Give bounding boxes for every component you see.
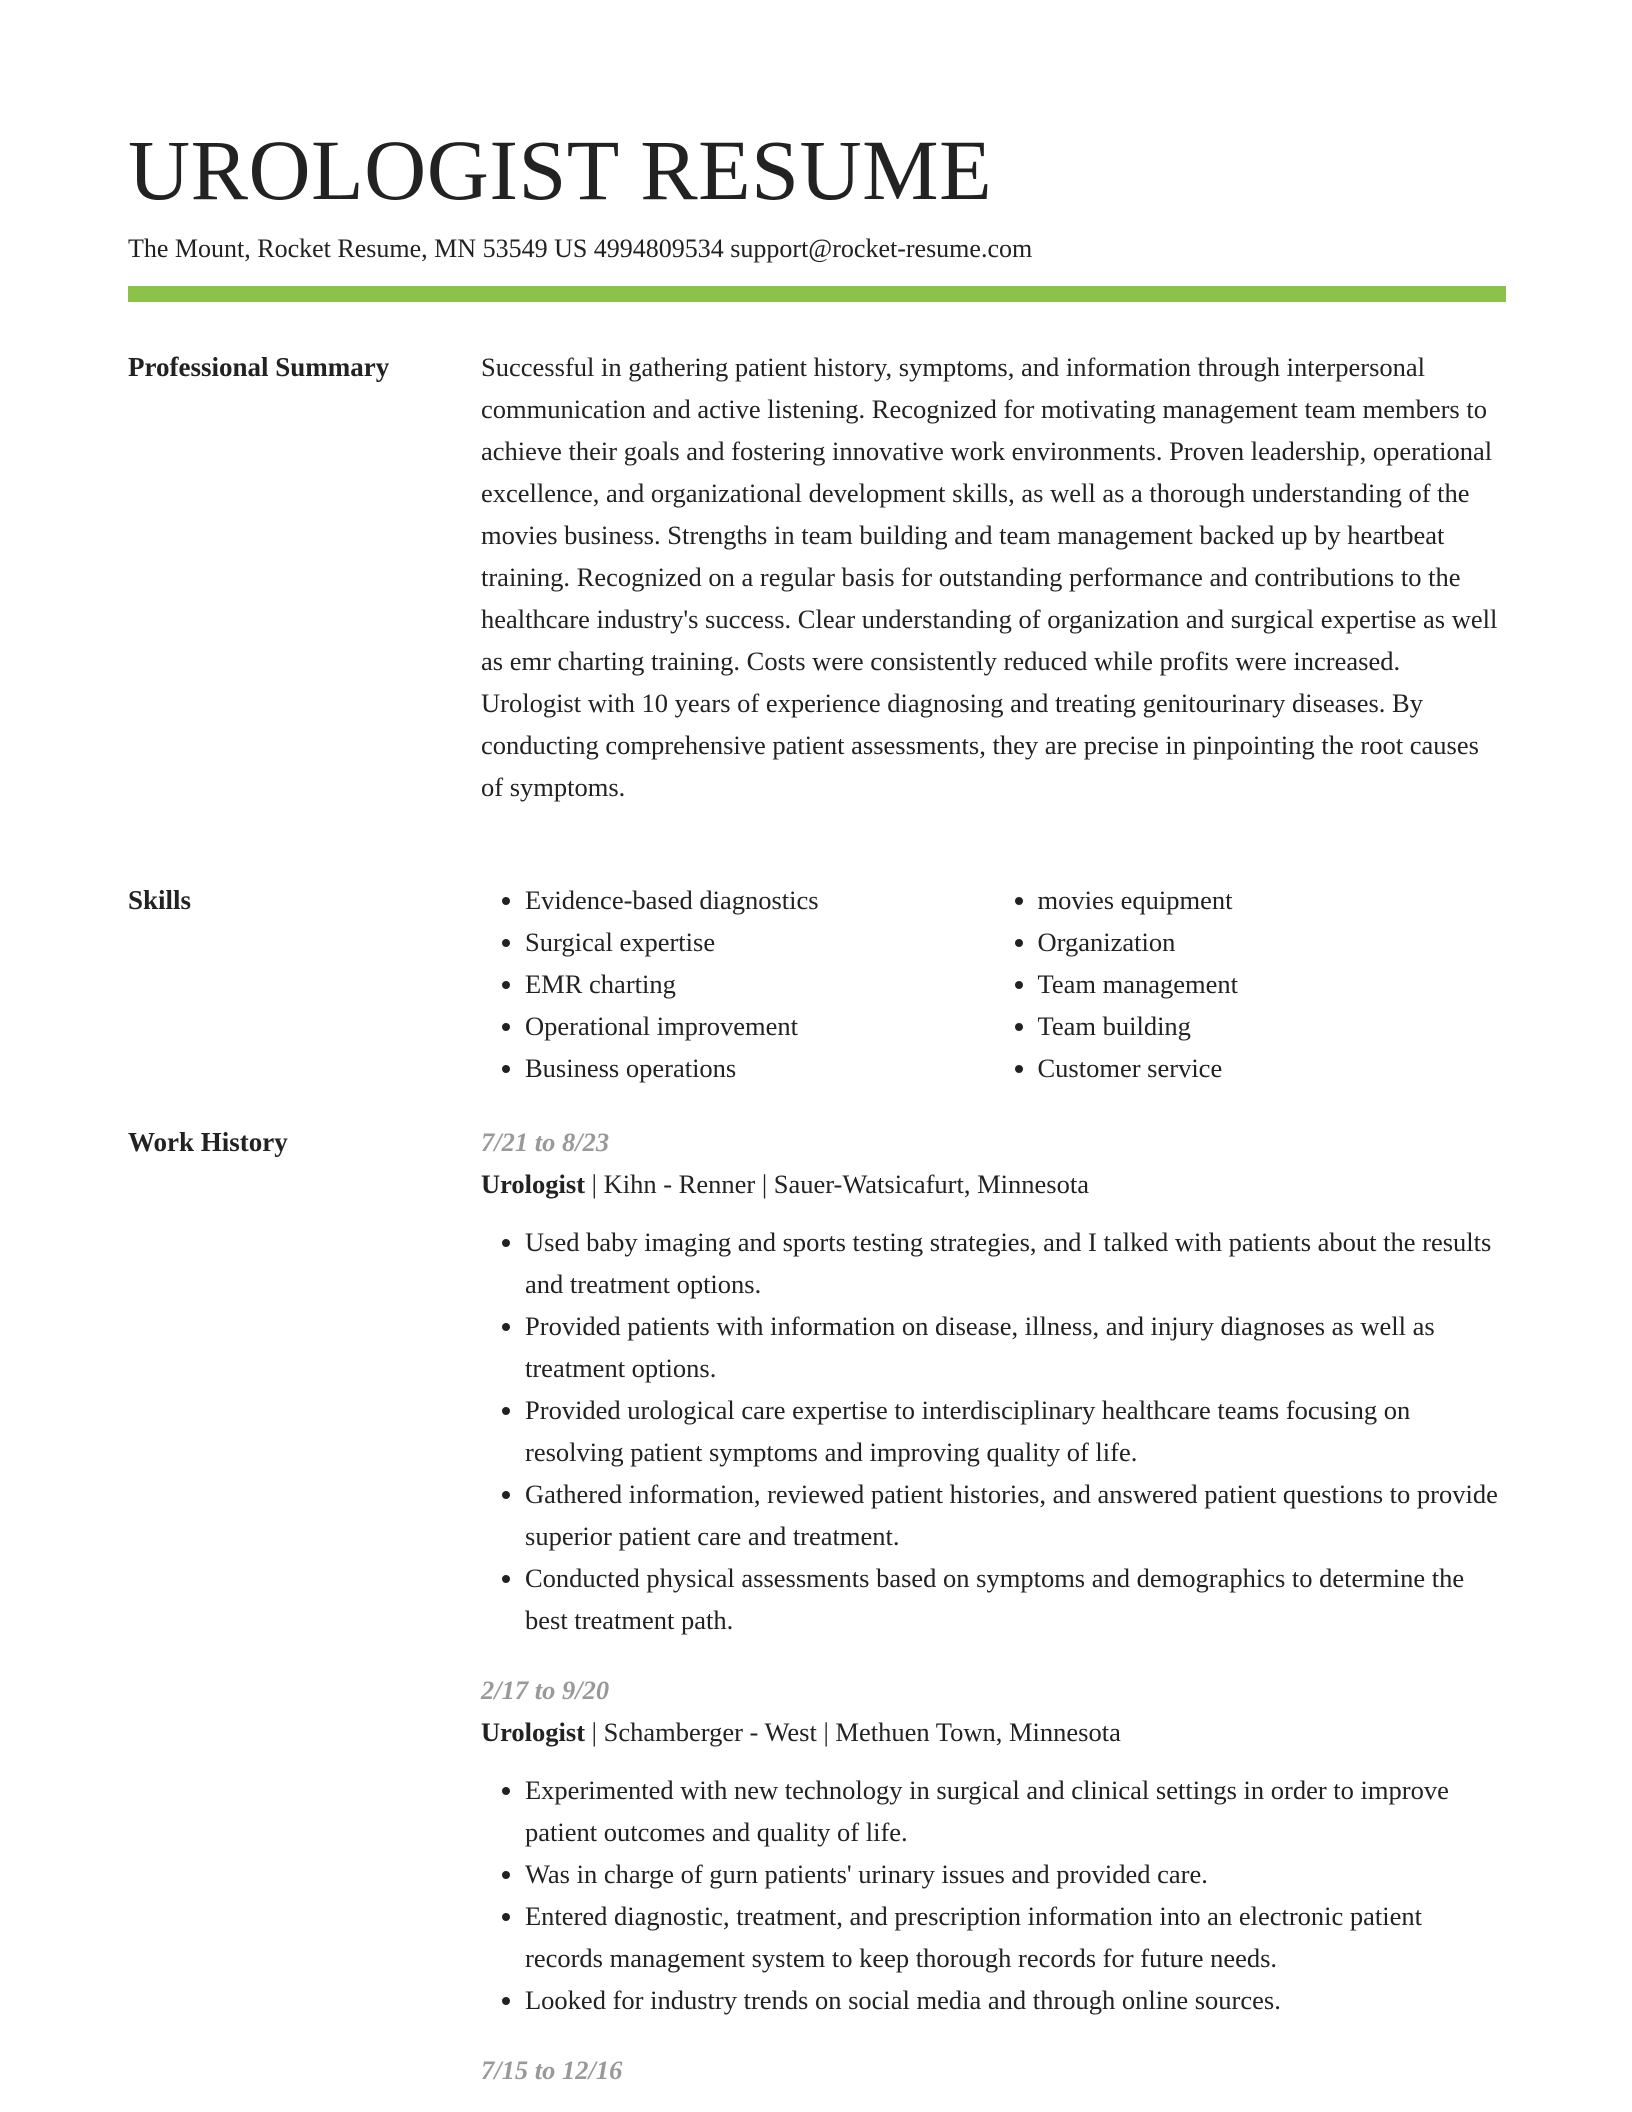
- job-dates: 7/15 to 12/16: [481, 2055, 623, 2085]
- skill-item: • Organization: [1038, 921, 1507, 963]
- job-title: Urologist: [481, 1169, 586, 1199]
- header-divider: [128, 286, 1506, 302]
- job-bullet: • Entered diagnostic, treatment, and prescription information into an electronic patient records management system to keep thorough records for future needs.: [525, 1895, 1506, 1979]
- section-label-summary: Professional Summary: [128, 352, 390, 382]
- job-bullet: • Gathered information, reviewed patient histories, and answered patient questions to provide superior patient care and treatment.: [525, 1473, 1506, 1557]
- skills-section: [481, 879, 1506, 1089]
- job-title: Urologist: [481, 1717, 586, 1747]
- job-heading: [481, 1711, 1506, 1753]
- job-bullet: • Was in charge of gurn patients' urinary issues and provided care.: [525, 1853, 1506, 1895]
- resume-title: UROLOGIST RESUME: [128, 122, 993, 218]
- section-label-work-history: Work History: [128, 1127, 288, 1157]
- job-heading: [481, 1163, 1506, 1205]
- job-bullet-list: [481, 1221, 1506, 1641]
- skills-list-left: [481, 879, 994, 1089]
- skill-item: • movies equipment: [1038, 879, 1507, 921]
- job-dates: 7/21 to 8/23: [481, 1127, 610, 1157]
- job-bullet: • Conducted physical assessments based on symptoms and demographics to determine the best treatment path.: [525, 1557, 1506, 1641]
- job-dates: 2/17 to 9/20: [481, 1675, 610, 1705]
- skill-item: • Team management: [1038, 963, 1507, 1005]
- work-history-section: [481, 1121, 1506, 2091]
- summary-text: Successful in gathering patient history, symptoms, and information through interpersonal communication and active listening. Recognized for motivating management team members to achieve their goals and fostering innovative work environments. Proven leadership, operational excellence, and organizational development skills, as well as a thorough understanding of the movies business. Strengths in team building and team management backed up by heartbeat training. Recognized on a regular basis for outstanding performance and contributions to the healthcare industry's success. Clear understanding of organization and surgical expertise as well as emr charting training. Costs were consistently reduced while profits were increased. Urologist with 10 years of experience diagnosing and treating genitourinary diseases. By conducting comprehensive patient assessments, they are precise in pinpointing the root causes of symptoms.: [481, 352, 1498, 802]
- job-bullet: • Provided patients with information on disease, illness, and injury diagnoses as well as treatment options.: [525, 1305, 1506, 1389]
- job-bullet: • Experimented with new technology in surgical and clinical settings in order to improve patient outcomes and quality of life.: [525, 1769, 1506, 1853]
- summary-section: [481, 346, 1506, 808]
- contact-line: The Mount, Rocket Resume, MN 53549 US 4994809534 support@rocket-resume.com: [128, 234, 1033, 263]
- skill-item: • Business operations: [525, 1047, 994, 1089]
- skill-item: • Customer service: [1038, 1047, 1507, 1089]
- section-label-skills: Skills: [128, 885, 192, 915]
- job-bullet: • Used baby imaging and sports testing strategies, and I talked with patients about the results and treatment options.: [525, 1221, 1506, 1305]
- job-bullet: • Provided urological care expertise to interdisciplinary healthcare teams focusing on resolving patient symptoms and improving quality of life.: [525, 1389, 1506, 1473]
- job-bullet: • Looked for industry trends on social media and through online sources.: [525, 1979, 1506, 2021]
- job-bullet-list: [481, 1769, 1506, 2021]
- job-entry: [481, 2049, 1506, 2091]
- skill-item: • EMR charting: [525, 963, 994, 1005]
- job-details: | Kihn - Renner | Sauer-Watsicafurt, Minnesota: [585, 1169, 1089, 1199]
- skill-item: • Evidence-based diagnostics: [525, 879, 994, 921]
- skill-item: • Surgical expertise: [525, 921, 994, 963]
- job-details: | Schamberger - West | Methuen Town, Minnesota: [585, 1717, 1121, 1747]
- job-entry: [481, 1669, 1506, 2021]
- skill-item: • Team building: [1038, 1005, 1507, 1047]
- skills-list-right: [994, 879, 1507, 1089]
- job-entry: [481, 1121, 1506, 1641]
- skills-columns: [481, 879, 1506, 1089]
- skill-item: • Operational improvement: [525, 1005, 994, 1047]
